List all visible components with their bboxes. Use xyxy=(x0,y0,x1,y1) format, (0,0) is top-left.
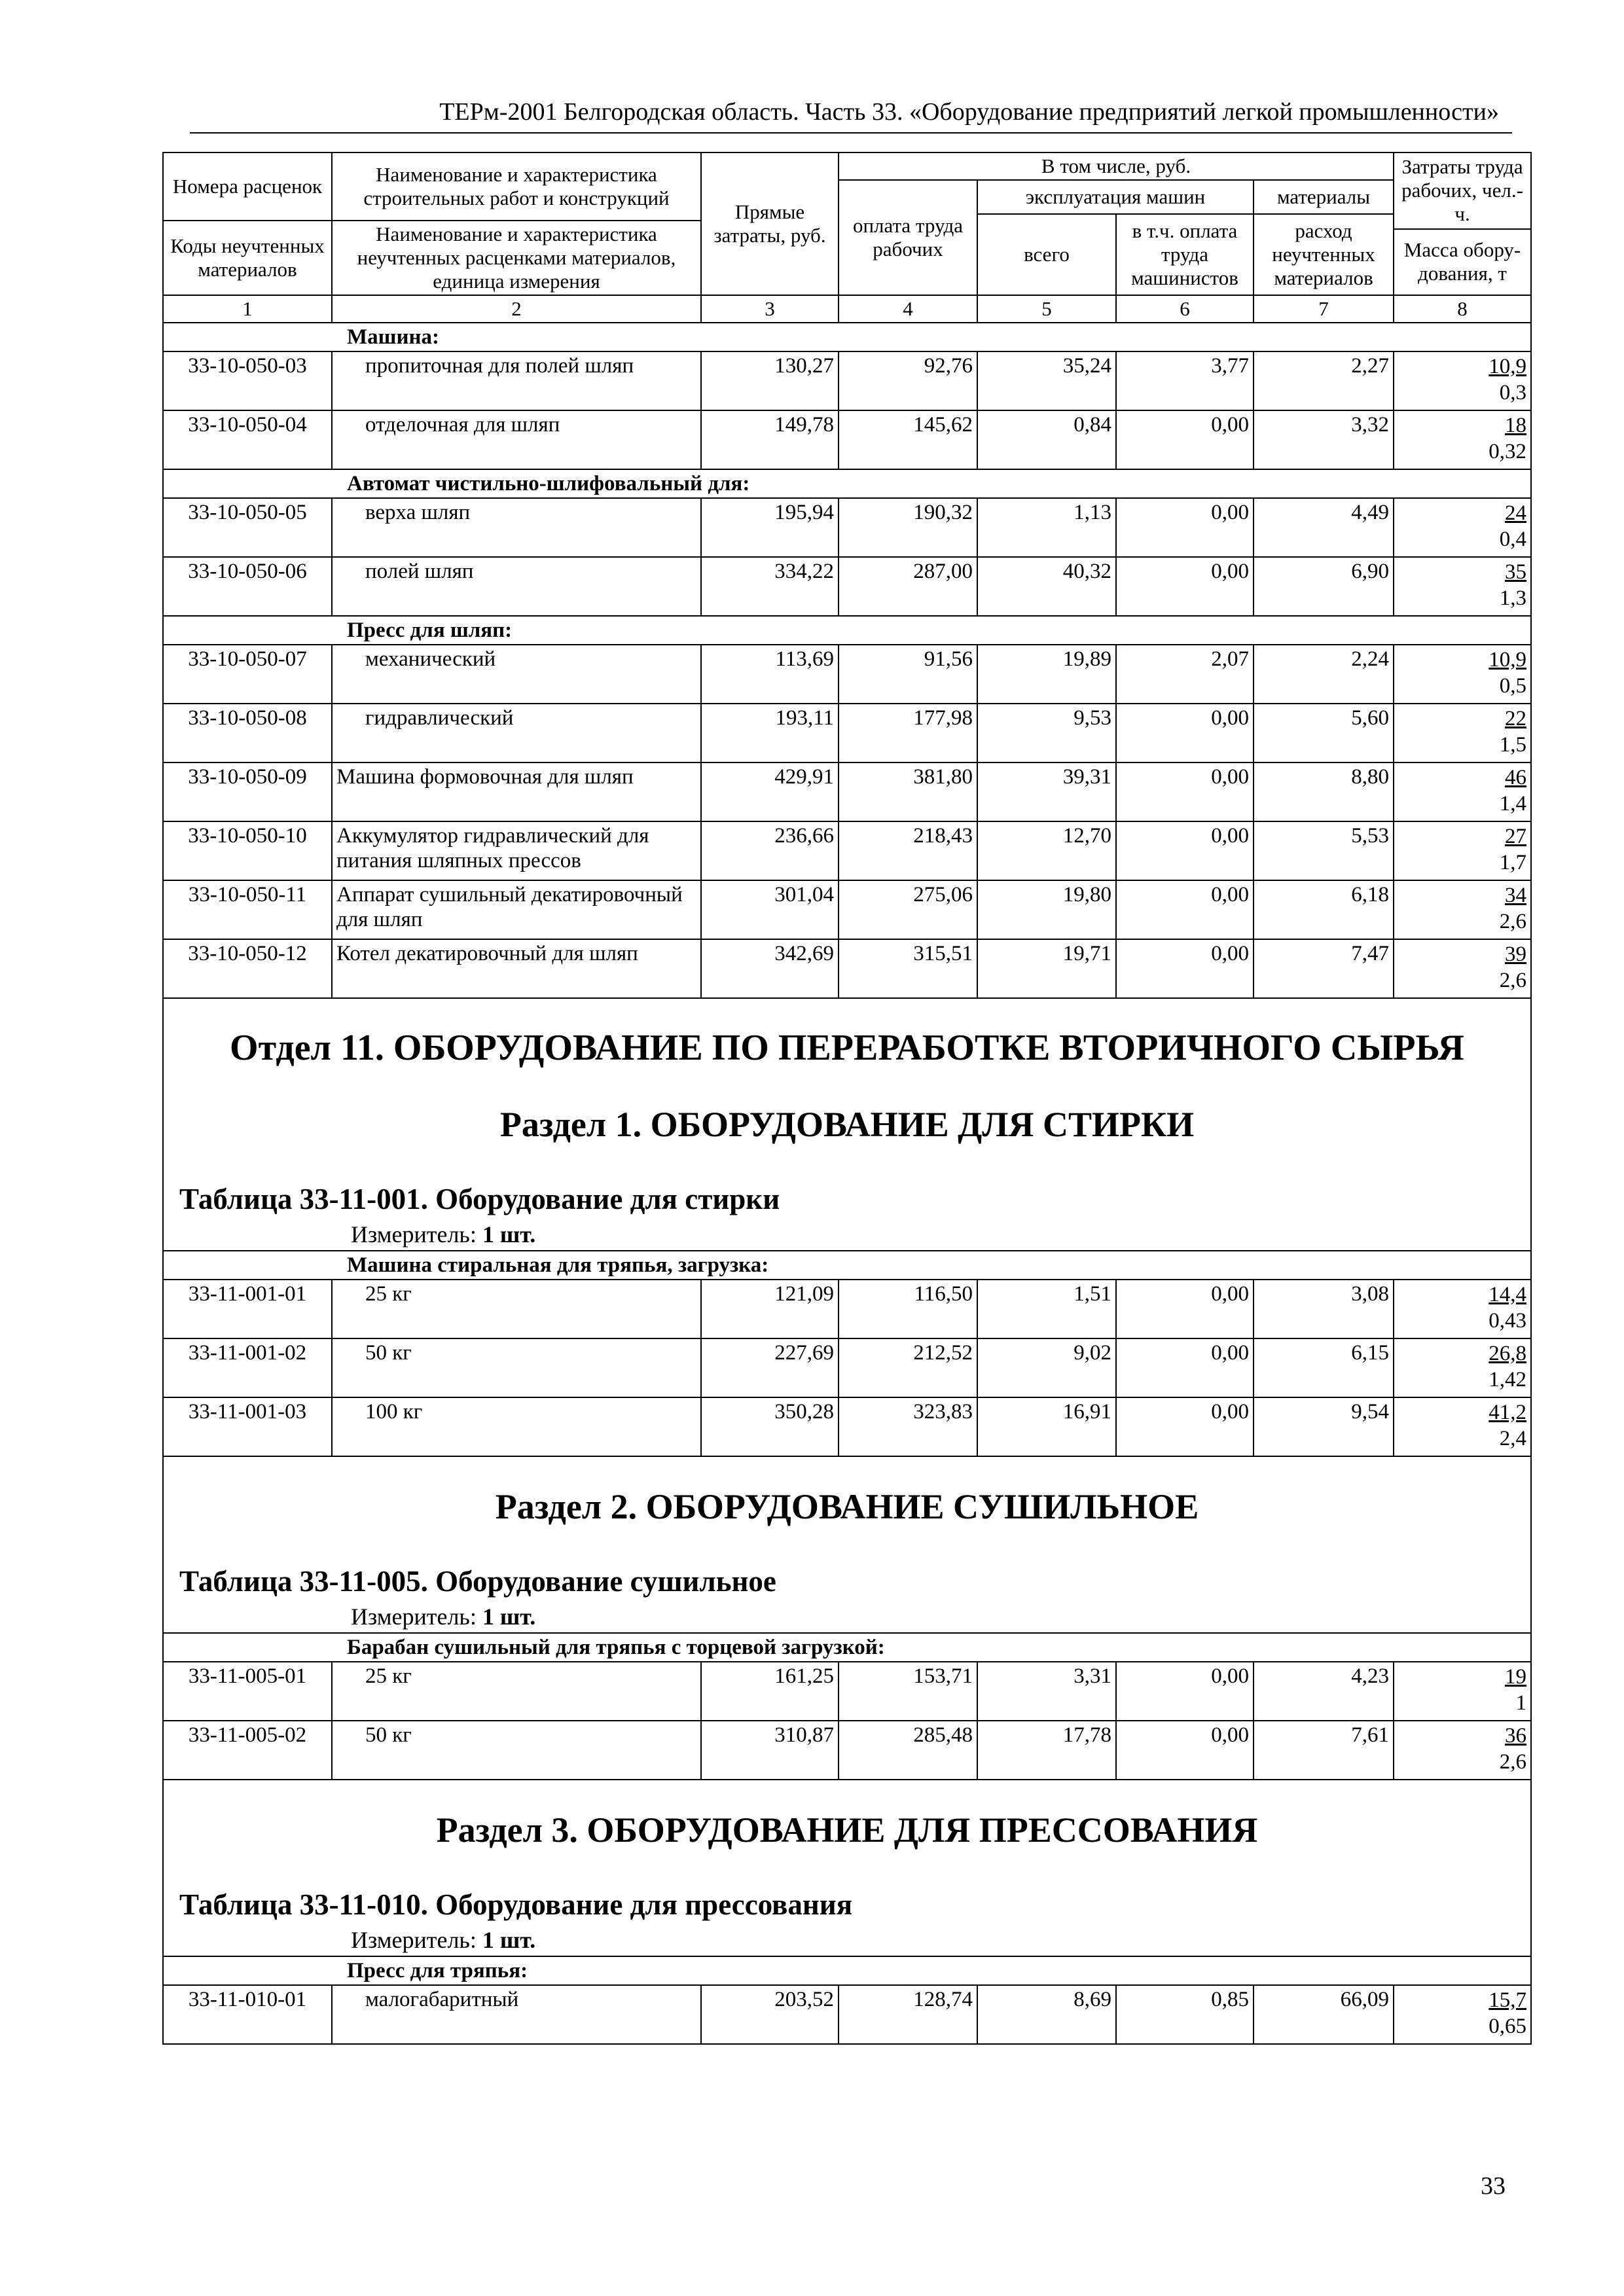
division-title: Отдел 11. ОБОРУДОВАНИЕ ПО ПЕРЕРАБОТКЕ ВТОРИЧНОГО СЫРЬЯ xyxy=(230,1028,1464,1068)
labor-hours: 36 xyxy=(1505,1724,1527,1748)
rate-name: отделочная для шляп xyxy=(332,410,701,469)
labor-wages: 92,76 xyxy=(839,351,977,410)
machine-total: 35,24 xyxy=(977,351,1116,410)
group-title: Машина: xyxy=(163,323,1531,351)
measure-line xyxy=(351,1220,1526,1249)
col4-header: оплата труда рабочих xyxy=(839,180,977,295)
direct-costs: 429,91 xyxy=(701,762,839,821)
column-number-row xyxy=(163,295,1531,323)
rate-name: верха шляп xyxy=(332,498,701,557)
materials-cost: 5,53 xyxy=(1254,821,1394,880)
equipment-mass: 2,6 xyxy=(1499,1750,1527,1774)
machinist-wages: 0,00 xyxy=(1116,410,1254,469)
direct-costs: 310,87 xyxy=(701,1721,839,1780)
direct-costs: 161,25 xyxy=(701,1662,839,1721)
machine-total: 16,91 xyxy=(977,1397,1116,1456)
equipment-mass: 1,5 xyxy=(1499,733,1527,757)
section-heading-cell xyxy=(163,998,1531,1251)
labor-hours: 27 xyxy=(1505,825,1527,848)
machine-total: 19,89 xyxy=(977,645,1116,704)
direct-costs: 130,27 xyxy=(701,351,839,410)
machine-total: 19,80 xyxy=(977,880,1116,939)
labor-hours: 46 xyxy=(1505,766,1527,789)
table-row xyxy=(163,1280,1531,1338)
rates-table xyxy=(162,152,1532,2045)
machinist-wages: 0,00 xyxy=(1116,821,1254,880)
equipment-mass: 1,4 xyxy=(1499,792,1527,816)
labor-and-mass xyxy=(1394,645,1531,704)
table-row xyxy=(163,1397,1531,1456)
labor-wages: 275,06 xyxy=(839,880,977,939)
labor-wages: 323,83 xyxy=(839,1397,977,1456)
labor-and-mass xyxy=(1394,821,1531,880)
col5-header: всего xyxy=(977,214,1116,295)
labor-wages: 218,43 xyxy=(839,821,977,880)
page-number: 33 xyxy=(1481,2172,1506,2200)
machinist-wages: 0,00 xyxy=(1116,1397,1254,1456)
labor-hours: 39 xyxy=(1505,942,1527,966)
direct-costs: 301,04 xyxy=(701,880,839,939)
labor-and-mass xyxy=(1394,1985,1531,2044)
labor-and-mass xyxy=(1394,880,1531,939)
column-number: 7 xyxy=(1254,295,1394,323)
column-number: 2 xyxy=(332,295,701,323)
machine-total: 17,78 xyxy=(977,1721,1116,1780)
labor-and-mass xyxy=(1394,498,1531,557)
labor-and-mass xyxy=(1394,762,1531,821)
machinist-wages: 0,00 xyxy=(1116,762,1254,821)
materials-cost: 66,09 xyxy=(1254,1985,1394,2044)
group-title: Машина стиральная для тряпья, загрузка: xyxy=(163,1251,1531,1280)
labor-and-mass xyxy=(1394,939,1531,998)
direct-costs: 195,94 xyxy=(701,498,839,557)
rate-name: 50 кг xyxy=(332,1721,701,1780)
col1-header-bottom: Коды неучтенных материалов xyxy=(163,221,332,295)
machinist-wages: 0,00 xyxy=(1116,498,1254,557)
column-number: 3 xyxy=(701,295,839,323)
equipment-mass: 1,3 xyxy=(1499,586,1527,610)
labor-and-mass xyxy=(1394,557,1531,616)
col7-header: расход неучтенных материалов xyxy=(1254,214,1394,295)
rate-name: Машина формовочная для шляп xyxy=(332,762,701,821)
labor-wages: 91,56 xyxy=(839,645,977,704)
col1-header-top: Номера расценок xyxy=(163,152,332,221)
equipment-mass: 0,43 xyxy=(1489,1309,1527,1333)
direct-costs: 334,22 xyxy=(701,557,839,616)
rate-code: 33-10-050-05 xyxy=(163,498,332,557)
machinist-wages: 0,00 xyxy=(1116,557,1254,616)
table-title: Таблица 33-11-010. Оборудование для прессования xyxy=(179,1888,853,1921)
rate-name: 100 кг xyxy=(332,1397,701,1456)
labor-hours: 10,9 xyxy=(1489,648,1527,672)
materials-cost: 6,90 xyxy=(1254,557,1394,616)
machine-total: 3,31 xyxy=(977,1662,1116,1721)
rate-code: 33-10-050-06 xyxy=(163,557,332,616)
machine-total: 1,51 xyxy=(977,1280,1116,1338)
materials-cost: 6,15 xyxy=(1254,1338,1394,1397)
table-row xyxy=(163,880,1531,939)
group-row xyxy=(163,1633,1531,1662)
machinist-wages: 0,00 xyxy=(1116,939,1254,998)
machine-total: 1,13 xyxy=(977,498,1116,557)
table-title: Таблица 33-11-005. Оборудование сушильное xyxy=(179,1565,776,1598)
direct-costs: 121,09 xyxy=(701,1280,839,1338)
rate-code: 33-11-001-03 xyxy=(163,1397,332,1456)
group-title: Барабан сушильный для тряпья с торцевой загрузкой: xyxy=(163,1633,1531,1662)
page-header: ТЕРм-2001 Белгородская область. Часть 33. «Оборудование предприятий легкой промышленности» xyxy=(439,98,1499,126)
direct-costs: 236,66 xyxy=(701,821,839,880)
group-row xyxy=(163,616,1531,645)
machine-total: 12,70 xyxy=(977,821,1116,880)
col2-header-bottom: Наименование и характеристика неучтенных расценками материалов, единица измерения xyxy=(332,221,701,295)
group-row xyxy=(163,1956,1531,1985)
materials-cost: 6,18 xyxy=(1254,880,1394,939)
labor-and-mass xyxy=(1394,1662,1531,1721)
table-row xyxy=(163,704,1531,762)
machine-total: 9,02 xyxy=(977,1338,1116,1397)
machine-total: 39,31 xyxy=(977,762,1116,821)
rate-name: механический xyxy=(332,645,701,704)
materials-cost: 4,49 xyxy=(1254,498,1394,557)
table-row xyxy=(163,410,1531,469)
rate-code: 33-10-050-04 xyxy=(163,410,332,469)
section-title: Раздел 3. ОБОРУДОВАНИЕ ДЛЯ ПРЕССОВАНИЯ xyxy=(436,1810,1258,1850)
machinist-wages: 0,00 xyxy=(1116,1721,1254,1780)
equipment-mass: 0,5 xyxy=(1499,674,1527,698)
measure-label: Измеритель: xyxy=(351,1221,477,1247)
col2-header-top: Наименование и характеристика строительных работ и конструкций xyxy=(332,152,701,221)
machinist-wages: 0,00 xyxy=(1116,880,1254,939)
rate-code: 33-10-050-11 xyxy=(163,880,332,939)
incl-header: В том числе, руб. xyxy=(839,152,1394,180)
machine-total: 8,69 xyxy=(977,1985,1116,2044)
labor-wages: 177,98 xyxy=(839,704,977,762)
direct-costs: 203,52 xyxy=(701,1985,839,2044)
rate-code: 33-10-050-10 xyxy=(163,821,332,880)
materials-cost: 2,24 xyxy=(1254,645,1394,704)
direct-costs: 149,78 xyxy=(701,410,839,469)
labor-hours: 22 xyxy=(1505,707,1527,730)
labor-hours: 15,7 xyxy=(1489,1988,1527,2012)
table-row xyxy=(163,1338,1531,1397)
rate-name: Котел декатировочный для шляп xyxy=(332,939,701,998)
equipment-mass: 0,4 xyxy=(1499,528,1527,551)
equipment-mass: 2,6 xyxy=(1499,969,1527,992)
rate-name: Аккумулятор гидравлический для питания шляпных прессов xyxy=(332,821,701,880)
section-title: Раздел 1. ОБОРУДОВАНИЕ ДЛЯ СТИРКИ xyxy=(499,1105,1195,1144)
table-title: Таблица 33-11-001. Оборудование для стирки xyxy=(179,1183,780,1215)
materials-cost: 7,61 xyxy=(1254,1721,1394,1780)
labor-and-mass xyxy=(1394,704,1531,762)
direct-costs: 113,69 xyxy=(701,645,839,704)
machine-total: 19,71 xyxy=(977,939,1116,998)
direct-costs: 227,69 xyxy=(701,1338,839,1397)
heading-row xyxy=(163,998,1531,1251)
materials-header: материалы xyxy=(1254,180,1394,214)
group-title: Автомат чистильно-шлифовальный для: xyxy=(163,469,1531,498)
labor-and-mass xyxy=(1394,351,1531,410)
labor-hours: 10,9 xyxy=(1489,355,1527,378)
measure-line xyxy=(351,1602,1526,1631)
col3-header: Прямые затраты, руб. xyxy=(701,152,839,295)
header-rule xyxy=(190,132,1512,134)
labor-wages: 190,32 xyxy=(839,498,977,557)
machine-total: 9,53 xyxy=(977,704,1116,762)
table-row xyxy=(163,351,1531,410)
table-row xyxy=(163,939,1531,998)
rate-name: 25 кг xyxy=(332,1280,701,1338)
group-title: Пресс для тряпья: xyxy=(163,1956,1531,1985)
rate-code: 33-10-050-12 xyxy=(163,939,332,998)
materials-cost: 3,32 xyxy=(1254,410,1394,469)
group-row xyxy=(163,323,1531,351)
rate-code: 33-11-001-02 xyxy=(163,1338,332,1397)
rate-name: 50 кг xyxy=(332,1338,701,1397)
labor-hours: 18 xyxy=(1505,414,1527,437)
table-row xyxy=(163,557,1531,616)
machine-total: 0,84 xyxy=(977,410,1116,469)
rate-name: пропиточная для полей шляп xyxy=(332,351,701,410)
rate-name: полей шляп xyxy=(332,557,701,616)
rate-name: гидравлический xyxy=(332,704,701,762)
table-row xyxy=(163,645,1531,704)
section-heading-cell xyxy=(163,1780,1531,1956)
equipment-mass: 1 xyxy=(1515,1691,1527,1715)
labor-wages: 153,71 xyxy=(839,1662,977,1721)
header-row xyxy=(163,152,1531,180)
column-number: 8 xyxy=(1394,295,1531,323)
materials-cost: 2,27 xyxy=(1254,351,1394,410)
labor-hours: 19 xyxy=(1505,1665,1527,1689)
labor-wages: 212,52 xyxy=(839,1338,977,1397)
rate-name: малогабаритный xyxy=(332,1985,701,2044)
rate-name: Аппарат сушильный декатировочный для шляп xyxy=(332,880,701,939)
materials-cost: 9,54 xyxy=(1254,1397,1394,1456)
machinist-wages: 3,77 xyxy=(1116,351,1254,410)
group-title: Пресс для шляп: xyxy=(163,616,1531,645)
materials-cost: 5,60 xyxy=(1254,704,1394,762)
labor-hours: 35 xyxy=(1505,560,1527,584)
table-row xyxy=(163,498,1531,557)
column-number: 5 xyxy=(977,295,1116,323)
equipment-mass: 0,65 xyxy=(1489,2015,1527,2038)
measure-line xyxy=(351,1926,1526,1954)
measure-value: 1 шт. xyxy=(482,1604,536,1630)
table-row xyxy=(163,762,1531,821)
equipment-mass: 0,32 xyxy=(1489,440,1527,463)
labor-wages: 381,80 xyxy=(839,762,977,821)
rate-name: 25 кг xyxy=(332,1662,701,1721)
machinist-wages: 2,07 xyxy=(1116,645,1254,704)
labor-wages: 128,74 xyxy=(839,1985,977,2044)
labor-wages: 116,50 xyxy=(839,1280,977,1338)
equipment-mass: 2,6 xyxy=(1499,910,1527,933)
labor-hours: 26,8 xyxy=(1489,1342,1527,1365)
direct-costs: 350,28 xyxy=(701,1397,839,1456)
machinist-wages: 0,85 xyxy=(1116,1985,1254,2044)
labor-wages: 145,62 xyxy=(839,410,977,469)
machinist-wages: 0,00 xyxy=(1116,1338,1254,1397)
equipment-mass: 2,4 xyxy=(1499,1427,1527,1450)
machinist-wages: 0,00 xyxy=(1116,1280,1254,1338)
column-number: 1 xyxy=(163,295,332,323)
machinist-wages: 0,00 xyxy=(1116,704,1254,762)
measure-value: 1 шт. xyxy=(482,1221,536,1247)
measure-label: Измеритель: xyxy=(351,1927,477,1953)
table-row xyxy=(163,1985,1531,2044)
labor-and-mass xyxy=(1394,1721,1531,1780)
rate-code: 33-11-001-01 xyxy=(163,1280,332,1338)
column-number: 6 xyxy=(1116,295,1254,323)
machinist-wages: 0,00 xyxy=(1116,1662,1254,1721)
labor-wages: 285,48 xyxy=(839,1721,977,1780)
materials-cost: 3,08 xyxy=(1254,1280,1394,1338)
table-row xyxy=(163,1662,1531,1721)
labor-wages: 287,00 xyxy=(839,557,977,616)
rate-code: 33-11-005-01 xyxy=(163,1662,332,1721)
direct-costs: 193,11 xyxy=(701,704,839,762)
direct-costs: 342,69 xyxy=(701,939,839,998)
materials-cost: 4,23 xyxy=(1254,1662,1394,1721)
group-row xyxy=(163,469,1531,498)
labor-hours: 24 xyxy=(1505,501,1527,525)
labor-and-mass xyxy=(1394,410,1531,469)
rate-code: 33-11-005-02 xyxy=(163,1721,332,1780)
equipment-mass: 1,42 xyxy=(1489,1368,1527,1391)
column-number: 4 xyxy=(839,295,977,323)
table-row xyxy=(163,821,1531,880)
section-title: Раздел 2. ОБОРУДОВАНИЕ СУШИЛЬНОЕ xyxy=(495,1487,1199,1526)
labor-and-mass xyxy=(1394,1338,1531,1397)
labor-and-mass xyxy=(1394,1397,1531,1456)
labor-hours: 14,4 xyxy=(1489,1283,1527,1306)
section-heading-cell xyxy=(163,1456,1531,1633)
machine-total: 40,32 xyxy=(977,557,1116,616)
rate-code: 33-10-050-07 xyxy=(163,645,332,704)
col8-header-top: Затраты труда рабочих, чел.-ч. xyxy=(1394,152,1531,229)
rate-code: 33-10-050-03 xyxy=(163,351,332,410)
equipment-mass: 0,3 xyxy=(1499,381,1527,404)
labor-hours: 41,2 xyxy=(1489,1401,1527,1424)
labor-and-mass xyxy=(1394,1280,1531,1338)
col6-header: в т.ч. оплата труда машинистов xyxy=(1116,214,1254,295)
materials-cost: 8,80 xyxy=(1254,762,1394,821)
col8-header-bottom: Масса обору-дования, т xyxy=(1394,229,1531,295)
measure-label: Измеритель: xyxy=(351,1604,477,1630)
heading-row xyxy=(163,1456,1531,1633)
exploit-header: эксплуатация машин xyxy=(977,180,1254,214)
labor-hours: 34 xyxy=(1505,884,1527,907)
table-row xyxy=(163,1721,1531,1780)
group-row xyxy=(163,1251,1531,1280)
labor-wages: 315,51 xyxy=(839,939,977,998)
equipment-mass: 1,7 xyxy=(1499,851,1527,874)
rate-code: 33-11-010-01 xyxy=(163,1985,332,2044)
measure-value: 1 шт. xyxy=(482,1927,536,1953)
heading-row xyxy=(163,1780,1531,1956)
materials-cost: 7,47 xyxy=(1254,939,1394,998)
rate-code: 33-10-050-08 xyxy=(163,704,332,762)
rate-code: 33-10-050-09 xyxy=(163,762,332,821)
